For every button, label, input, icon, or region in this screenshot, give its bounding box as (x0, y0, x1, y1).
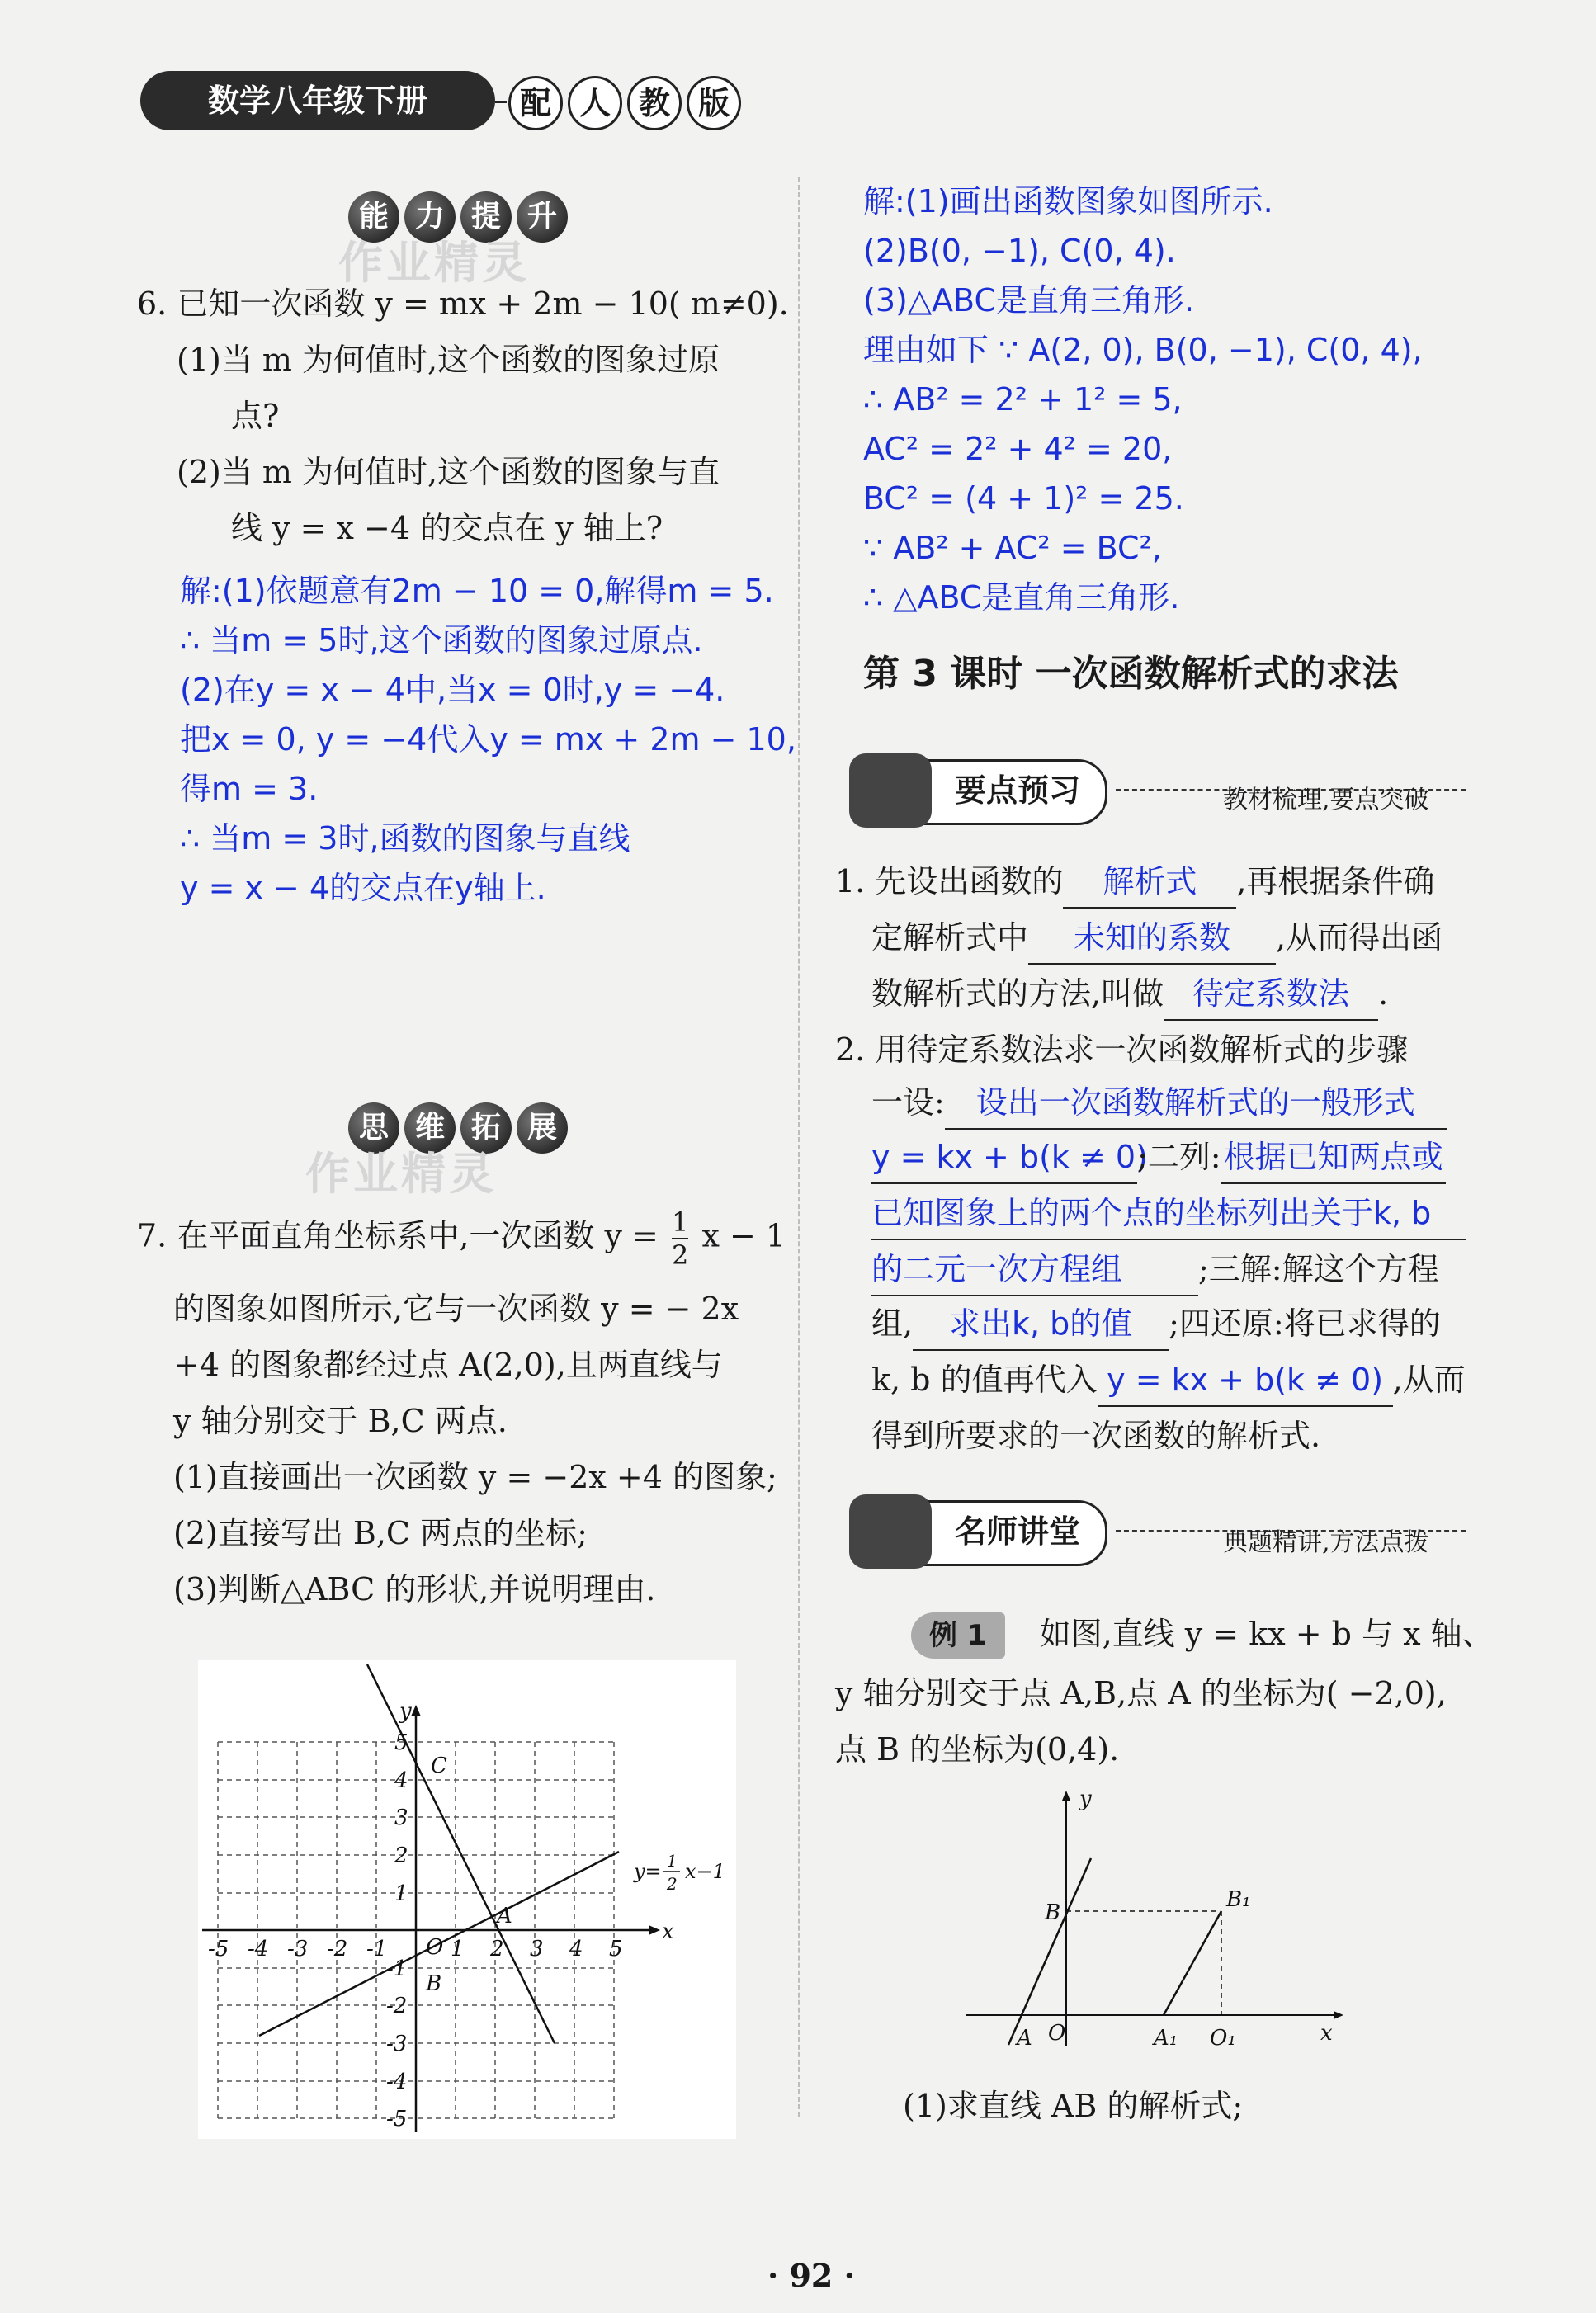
y-tick: 4 (394, 1768, 408, 1793)
section-char: 力 (404, 191, 456, 243)
line-label-den: 2 (667, 1874, 678, 1894)
point1-text: 定解析式中 (871, 919, 1029, 956)
q7-line: (1)直接画出一次函数 y = −2x +4 的图象; (173, 1459, 777, 1495)
example-tag: 例 1 (911, 1612, 1005, 1659)
header-connector (495, 101, 507, 103)
q6-answer-line: ∴ 当m = 3时,函数的图象与直线 (180, 820, 630, 857)
q6-answer-line: (2)在y = x − 4中,当x = 0时,y = −4. (180, 672, 725, 708)
q7-text: x − 1 (701, 1217, 786, 1254)
graph-background (198, 1660, 736, 2139)
line-label-num: 1 (667, 1851, 678, 1871)
x-label: x (1320, 2021, 1333, 2046)
point2-text: ;四还原:将已求得的 (1169, 1305, 1441, 1342)
fill-blank: 已知图象上的两个点的坐标列出关于k, b (871, 1188, 1466, 1240)
q7-answer-line: (3)△ABC是直角三角形. (863, 282, 1195, 319)
y-axis-label: y (399, 1699, 412, 1724)
banner-tag: 典题精讲,方法点拨 (1223, 1528, 1429, 1557)
point2-line (871, 1299, 1441, 1351)
example1-question: (1)求直线 AB 的解析式; (903, 2088, 1244, 2124)
section-char: 展 (517, 1102, 568, 1154)
q7-text: 7. 在平面直角坐标系中,一次函数 y = (137, 1217, 659, 1254)
line-label-post: x−1 (685, 1860, 725, 1883)
book-icon (849, 753, 932, 828)
point-C-label: C (431, 1754, 447, 1778)
example1-figure (957, 1782, 1353, 2063)
x-axis-label: x (662, 1919, 674, 1944)
example1-text: 如图,直线 y = kx + b 与 x 轴、 (1039, 1616, 1494, 1652)
q7-line: +4 的图象都经过点 A(2,0),且两直线与 (173, 1347, 723, 1383)
y-tick: -3 (386, 2032, 408, 2056)
q7-line (137, 1206, 786, 1271)
point1-line (871, 969, 1388, 1021)
q6-part1-cont: 点? (231, 398, 280, 434)
q7-answer-line: 理由如下 ∵ A(2, 0), B(0, −1), C(0, 4), (863, 332, 1423, 368)
q6-part2: (2)当 m 为何值时,这个函数的图象与直 (177, 454, 720, 490)
x-tick: -3 (287, 1937, 309, 1961)
y-axis-arrow (1062, 1791, 1070, 1801)
line-label: y= (634, 1860, 662, 1883)
origin-label: O (1048, 2021, 1066, 2046)
point2-line (871, 1078, 1447, 1130)
example1-line (911, 1609, 1494, 1659)
point1-text: 数解析式的方法,叫做 (871, 975, 1164, 1012)
y-label: y (1079, 1787, 1092, 1811)
q7-answer-line: 解:(1)画出函数图象如图所示. (863, 183, 1273, 219)
point2-line (871, 1188, 1466, 1240)
q6-answer-line: ∴ 当m = 5时,这个函数的图象过原点. (180, 622, 703, 658)
fill-blank: 解析式 (1063, 857, 1236, 909)
y-tick: 1 (394, 1881, 408, 1906)
point2-line (871, 1132, 1446, 1184)
q7-answer-line: ∴ △ABC是直角三角形. (863, 579, 1180, 616)
point-B1-label: B₁ (1226, 1887, 1251, 1912)
banner-label: 名师讲堂 (955, 1513, 1081, 1550)
point1-text: ,再根据条件确 (1236, 863, 1435, 899)
y-tick: -5 (386, 2107, 408, 2131)
edition-badge (508, 76, 746, 130)
y-tick: -2 (386, 1994, 408, 2018)
x-tick: -1 (366, 1937, 388, 1961)
watermark: 作业精灵 (338, 237, 530, 289)
x-tick: -2 (327, 1937, 348, 1961)
watermark: 作业精灵 (305, 1148, 497, 1200)
point1-text: ,从而得出函 (1276, 919, 1443, 956)
x-tick: 4 (569, 1937, 583, 1961)
fill-blank: 待定系数法 (1164, 969, 1378, 1021)
x-tick: 5 (609, 1937, 623, 1961)
page-number: · 92 · (767, 2257, 855, 2294)
section-char: 拓 (460, 1102, 512, 1154)
example1-line: y 轴分别交于点 A,B,点 A 的坐标为( −2,0), (835, 1675, 1447, 1711)
fraction (672, 1206, 688, 1271)
point1-text: 1. 先设出函数的 (835, 863, 1064, 899)
x-tick: 1 (451, 1937, 465, 1961)
q6-answer-line: y = x − 4的交点在y轴上. (180, 870, 546, 906)
point2-line: 2. 用待定系数法求一次函数解析式的步骤 (835, 1031, 1409, 1068)
q6-answer-line: 把x = 0, y = −4代入y = mx + 2m − 10, (180, 721, 796, 758)
example1-line: 点 B 的坐标为(0,4). (835, 1731, 1120, 1768)
q7-line: (3)判断△ABC 的形状,并说明理由. (173, 1571, 656, 1607)
point2-text: k, b 的值再代入 (871, 1362, 1098, 1398)
point-A-label: A (497, 1904, 512, 1928)
point-A-label: A (1017, 2026, 1032, 2051)
point2-line (871, 1355, 1466, 1407)
x-tick: 3 (530, 1937, 544, 1961)
grad-cap-icon (849, 1494, 932, 1569)
point1-text: . (1378, 975, 1389, 1012)
point2-text: ;三解:解这个方程 (1198, 1251, 1439, 1287)
q6-answer-line: 得m = 3. (180, 771, 319, 807)
y-tick: 5 (394, 1730, 408, 1755)
banner-teacher-lecture (853, 1500, 1107, 1566)
fill-blank: y = kx + b(k ≠ 0) (871, 1132, 1137, 1184)
point-B-label: B (426, 1971, 442, 1996)
point2-line: 得到所要求的一次函数的解析式. (871, 1418, 1321, 1454)
q7-answer-line: BC² = (4 + 1)² = 25. (863, 480, 1184, 517)
fill-blank: 设出一次函数解析式的一般形式 (945, 1078, 1447, 1130)
q7-line: 的图象如图所示,它与一次函数 y = − 2x (173, 1291, 739, 1327)
q7-answer-line: AC² = 2² + 4² = 20, (863, 431, 1173, 467)
edition-char: 人 (568, 76, 622, 130)
point-A1-label: A₁ (1154, 2026, 1178, 2051)
origin-label: O (426, 1935, 444, 1960)
edition-char: 版 (687, 76, 741, 130)
point1-line (871, 913, 1443, 965)
point2-line (871, 1244, 1439, 1296)
column-divider (798, 177, 800, 2117)
point2-text: ,从而 (1392, 1362, 1466, 1398)
edition-char: 教 (627, 76, 682, 130)
line-AB (1008, 1858, 1091, 2045)
x-tick: 2 (490, 1937, 504, 1961)
fill-blank: 根据已知两点或 (1221, 1132, 1446, 1184)
banner-tag: 教材梳理,要点突破 (1223, 786, 1429, 814)
q6-part1: (1)当 m 为何值时,这个函数的图象过原 (177, 342, 720, 378)
fraction-den: 2 (671, 1239, 689, 1271)
y-tick: -4 (386, 2070, 408, 2094)
point-B-label: B (1045, 1900, 1061, 1925)
fill-blank: 未知的系数 (1028, 913, 1276, 965)
q6-stem: 6. 已知一次函数 y = mx + 2m − 10( m≠0). (137, 286, 789, 322)
point2-text: ;二列: (1137, 1139, 1221, 1175)
section-char: 能 (348, 191, 399, 243)
fraction-num: 1 (671, 1206, 689, 1238)
coordinate-graph (198, 1660, 736, 2139)
section-char: 维 (404, 1102, 456, 1154)
point2-text: 一设: (871, 1084, 945, 1121)
point-O1-label: O₁ (1210, 2026, 1236, 2051)
fill-blank: y = kx + b(k ≠ 0) (1098, 1355, 1393, 1407)
y-tick: 3 (394, 1806, 408, 1830)
x-tick: -5 (208, 1937, 229, 1961)
banner-key-points (853, 759, 1107, 825)
x-axis-arrow (1334, 2011, 1343, 2019)
q6-answer-line: 解:(1)依题意有2m − 10 = 0,解得m = 5. (180, 573, 774, 609)
y-tick: 2 (394, 1843, 408, 1868)
q7-line: (2)直接写出 B,C 两点的坐标; (173, 1515, 588, 1551)
point1-line (835, 857, 1434, 909)
edition-char: 配 (508, 76, 563, 130)
section-char: 提 (460, 191, 512, 243)
q7-answer-line: (2)B(0, −1), C(0, 4). (863, 233, 1176, 269)
q6-part2-cont: 线 y = x −4 的交点在 y 轴上? (231, 510, 663, 546)
line-A1B1 (1164, 1911, 1221, 2015)
point2-text: 组, (871, 1305, 914, 1342)
fill-blank: 的二元一次方程组 (871, 1244, 1198, 1296)
q7-line: y 轴分别交于 B,C 两点. (173, 1403, 508, 1439)
banner-label: 要点预习 (955, 772, 1081, 809)
book-title: 数学八年级下册 (140, 71, 495, 130)
q7-answer-line: ∵ AB² + AC² = BC², (863, 530, 1162, 566)
section-char: 思 (348, 1102, 399, 1154)
y-tick: -1 (386, 1957, 408, 1981)
fill-blank: 求出k, b的值 (913, 1299, 1169, 1351)
lesson-title: 第 3 课时 一次函数解析式的求法 (863, 653, 1399, 695)
section-char: 升 (517, 191, 568, 243)
x-tick: -4 (248, 1937, 269, 1961)
q7-answer-line: ∴ AB² = 2² + 1² = 5, (863, 381, 1183, 418)
